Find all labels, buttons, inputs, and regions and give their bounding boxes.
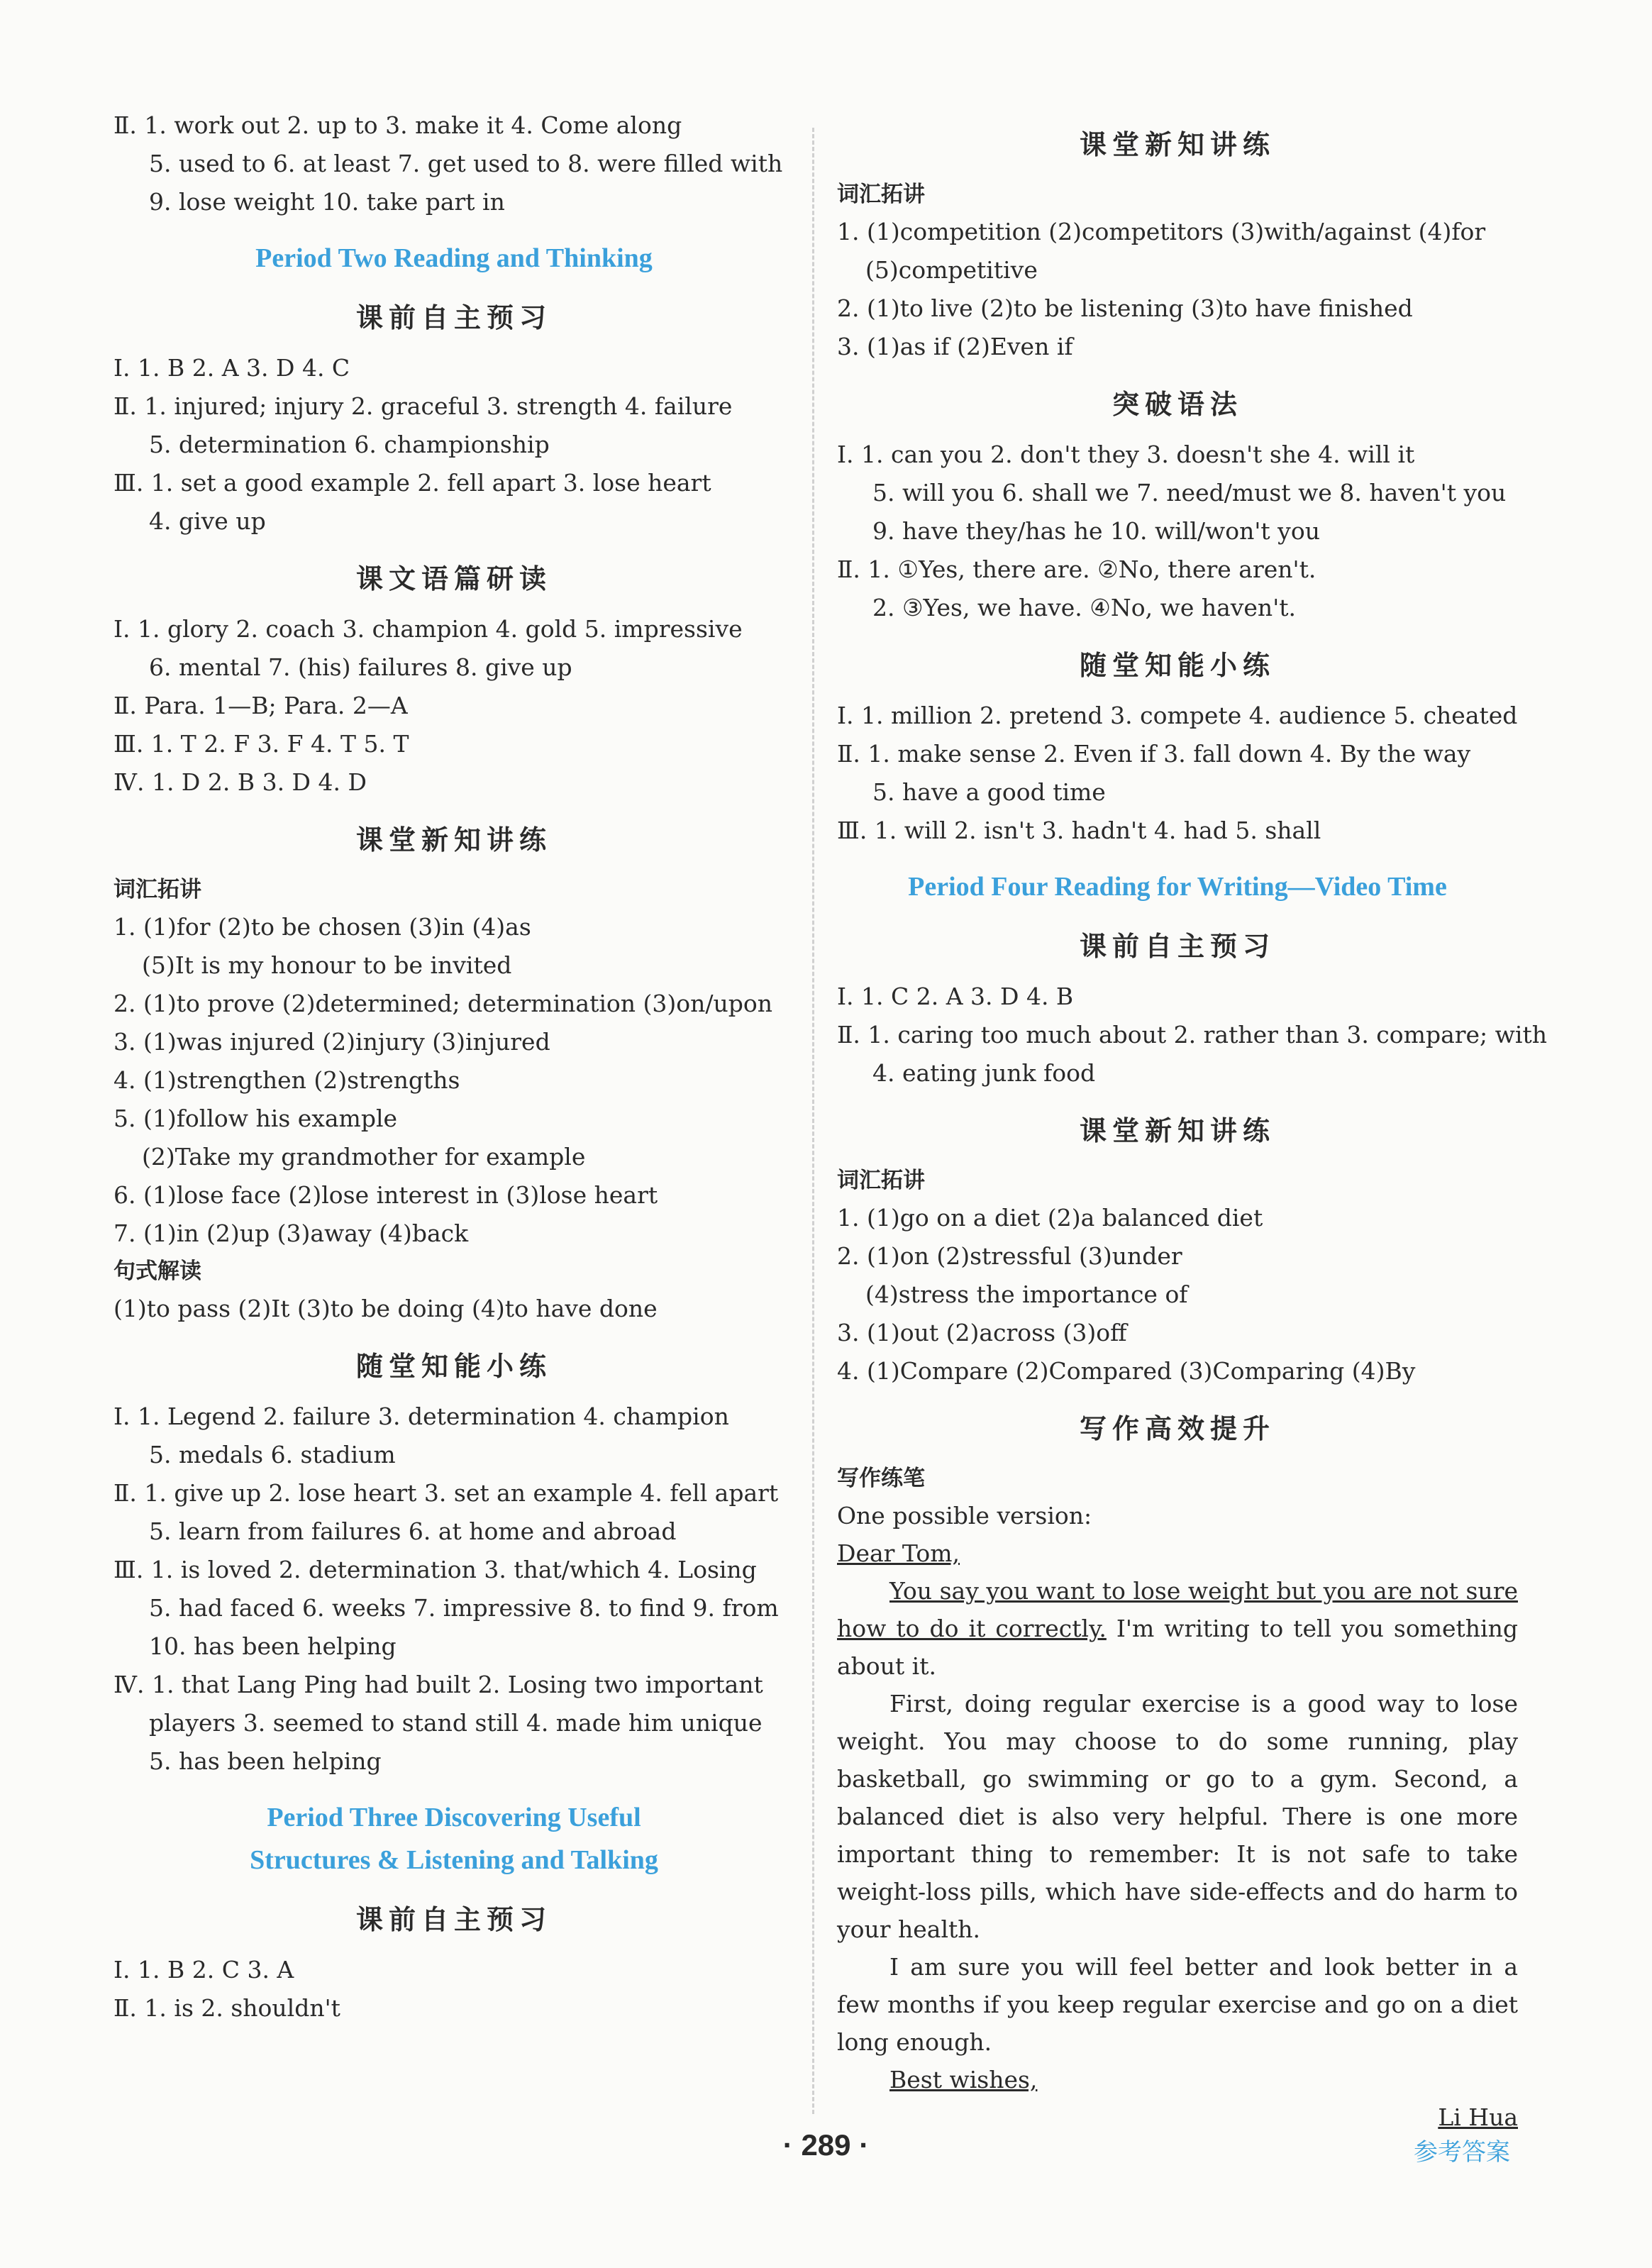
page-number: · 289 ·: [782, 2128, 870, 2162]
right-column: [837, 106, 1547, 2136]
answer-line: Ⅱ. 1. ①Yes, there are. ②No, there aren't.: [837, 555, 1316, 583]
answer-line: (2)Take my grandmother for example: [142, 1143, 586, 1171]
left-column: [113, 106, 794, 2028]
answer-line: Ⅰ. 1. glory 2. coach 3. champion 4. gold 5. impressive: [113, 615, 743, 643]
essay-p1-rest: I'm writing to tell you something about it.: [837, 1615, 1518, 1680]
answer-line: Ⅰ. 1. C 2. A 3. D 4. B: [837, 983, 1074, 1010]
answer-line: 2. (1)to prove (2)determined; determination (3)on/upon: [113, 990, 772, 1017]
answer-line: Ⅲ. 1. is loved 2. determination 3. that/which 4. Losing: [113, 1556, 757, 1583]
answer-line: 5. learn from failures 6. at home and abroad: [149, 1517, 677, 1545]
section-heading: 课堂新知讲练: [355, 824, 552, 856]
answer-line: (5)competitive: [865, 256, 1038, 284]
section-heading: 课前自主预习: [355, 302, 552, 333]
essay-intro: One possible version:: [837, 1502, 1092, 1529]
period-heading: Period Four Reading for Writing—Video Time: [908, 872, 1447, 902]
answer-line: Ⅲ. 1. will 2. isn't 3. hadn't 4. had 5. shall: [837, 817, 1321, 844]
essay-paragraph-3: I am sure you will feel better and look better in a few months if you keep regular exercise and go on a diet long enough.: [837, 1953, 1518, 2056]
section-heading: 随堂知能小练: [1079, 650, 1275, 681]
answer-line: (1)to pass (2)It (3)to be doing (4)to have done: [113, 1295, 658, 1322]
section-heading: 课堂新知讲练: [1079, 1115, 1275, 1146]
answer-line: Ⅱ. 1. injured; injury 2. graceful 3. strength 4. failure: [113, 392, 733, 420]
subsection-heading: 词汇拓讲: [113, 877, 201, 902]
answer-line: Ⅰ. 1. B 2. A 3. D 4. C: [113, 354, 350, 382]
answer-line: Ⅲ. 1. T 2. F 3. F 4. T 5. T: [113, 730, 409, 758]
answer-line: 3. (1)out (2)across (3)off: [837, 1319, 1127, 1346]
essay-paragraph-1: [837, 1572, 1518, 1685]
answer-line: 4. give up: [149, 507, 266, 535]
answer-line: Ⅱ. Para. 1—B; Para. 2—A: [113, 692, 408, 719]
answer-line: Ⅲ. 1. set a good example 2. fell apart 3. lose heart: [113, 469, 711, 497]
answer-line: Ⅰ. 1. B 2. C 3. A: [113, 1956, 294, 1984]
section-heading: 课前自主预习: [355, 1904, 552, 1935]
answer-line: 3. (1)as if (2)Even if: [837, 333, 1073, 360]
section-heading: 随堂知能小练: [355, 1351, 552, 1382]
model-essay: [837, 1497, 1518, 2098]
answer-line: 2. (1)on (2)stressful (3)under: [837, 1242, 1182, 1270]
subsection-heading: 词汇拓讲: [837, 182, 925, 207]
answer-line: players 3. seemed to stand still 4. made him unique: [149, 1709, 763, 1737]
period-heading: Period Two Reading and Thinking: [255, 243, 653, 273]
footer-label: 参考答案: [1414, 2138, 1510, 2167]
answer-line: (5)It is my honour to be invited: [142, 951, 512, 979]
period-heading: Structures & Listening and Talking: [250, 1845, 658, 1875]
answer-line: 5. (1)follow his example: [113, 1105, 398, 1132]
answer-line: 5. will you 6. shall we 7. need/must we 8. haven't you: [872, 479, 1507, 507]
answer-line: Ⅱ. 1. make sense 2. Even if 3. fall down 4. By the way: [837, 740, 1471, 768]
essay-signature: Li Hua: [1438, 2103, 1518, 2131]
answer-line: 7. (1)in (2)up (3)away (4)back: [113, 1219, 469, 1247]
period-heading: Period Three Discovering Useful: [267, 1803, 641, 1832]
answer-line: Ⅱ. 1. caring too much about 2. rather than 3. compare; with: [837, 1021, 1547, 1049]
answer-line: Ⅳ. 1. D 2. B 3. D 4. D: [113, 768, 367, 796]
answer-line: 6. mental 7. (his) failures 8. give up: [149, 653, 572, 681]
answer-line: Ⅰ. 1. million 2. pretend 3. compete 4. audience 5. cheated: [837, 702, 1518, 729]
subsection-heading: 写作练笔: [837, 1466, 925, 1491]
answer-line: 5. used to 6. at least 7. get used to 8. were filled with: [149, 150, 783, 177]
answer-line: 5. have a good time: [872, 778, 1106, 806]
answer-line: 3. (1)was injured (2)injury (3)injured: [113, 1028, 550, 1056]
section-heading: 课前自主预习: [1079, 931, 1275, 962]
essay-salutation: Dear Tom,: [837, 1539, 960, 1567]
essay-paragraph-2: First, doing regular exercise is a good way to lose weight. You may choose to do some running, play basketball, go swimming or go to a gym. Second, a balanced diet is also very helpful. There is one more important thing to remember: It is not safe to take weight-loss pills, which have side-effects and do harm to your health.: [837, 1690, 1518, 1943]
answer-line: 9. have they/has he 10. will/won't you: [872, 517, 1320, 545]
answer-line: 2. (1)to live (2)to be listening (3)to have finished: [837, 294, 1413, 322]
answer-line: Ⅱ. 1. work out 2. up to 3. make it 4. Come along: [113, 111, 682, 139]
answer-line: 5. determination 6. championship: [149, 431, 550, 458]
section-heading: 突破语法: [1112, 389, 1243, 420]
answer-line: 1. (1)for (2)to be chosen (3)in (4)as: [113, 913, 531, 941]
subsection-heading: 句式解读: [113, 1259, 201, 1284]
answer-line: Ⅳ. 1. that Lang Ping had built 2. Losing two important: [113, 1671, 763, 1698]
answer-line: 5. medals 6. stadium: [149, 1441, 396, 1468]
answer-line: 4. (1)strengthen (2)strengths: [113, 1066, 460, 1094]
answer-line: 5. has been helping: [149, 1747, 382, 1775]
answer-line: 4. eating junk food: [872, 1059, 1096, 1087]
essay-closing: Best wishes,: [889, 2066, 1038, 2093]
answer-line: 2. ③Yes, we have. ④No, we haven't.: [872, 594, 1297, 621]
answer-line: 1. (1)competition (2)competitors (3)with/against (4)for: [837, 218, 1486, 245]
column-divider: [812, 128, 814, 2114]
section-heading: 课文语篇研读: [355, 563, 552, 594]
subsection-heading: 词汇拓讲: [837, 1168, 925, 1193]
section-heading: 写作高效提升: [1079, 1413, 1275, 1444]
answer-line: 9. lose weight 10. take part in: [149, 188, 505, 216]
answer-line: Ⅰ. 1. Legend 2. failure 3. determination 4. champion: [113, 1403, 729, 1430]
section-heading: 课堂新知讲练: [1079, 129, 1275, 160]
answer-line: Ⅱ. 1. is 2. shouldn't: [113, 1994, 340, 2022]
answer-line: Ⅱ. 1. give up 2. lose heart 3. set an example 4. fell apart: [113, 1479, 779, 1507]
answer-line: Ⅰ. 1. can you 2. don't they 3. doesn't she 4. will it: [837, 441, 1415, 468]
answer-line: 6. (1)lose face (2)lose interest in (3)lose heart: [113, 1181, 658, 1209]
answer-line: 5. had faced 6. weeks 7. impressive 8. to find 9. from: [149, 1594, 779, 1622]
answer-line: 1. (1)go on a diet (2)a balanced diet: [837, 1204, 1263, 1232]
answer-line: (4)stress the importance of: [865, 1280, 1188, 1308]
answer-line: 4. (1)Compare (2)Compared (3)Comparing (4)By: [837, 1357, 1416, 1385]
essay-underlined-sentence: You say you want to lose weight but you are not sure how to do it correctly.: [837, 1577, 1518, 1642]
answer-line: 10. has been helping: [149, 1632, 397, 1660]
